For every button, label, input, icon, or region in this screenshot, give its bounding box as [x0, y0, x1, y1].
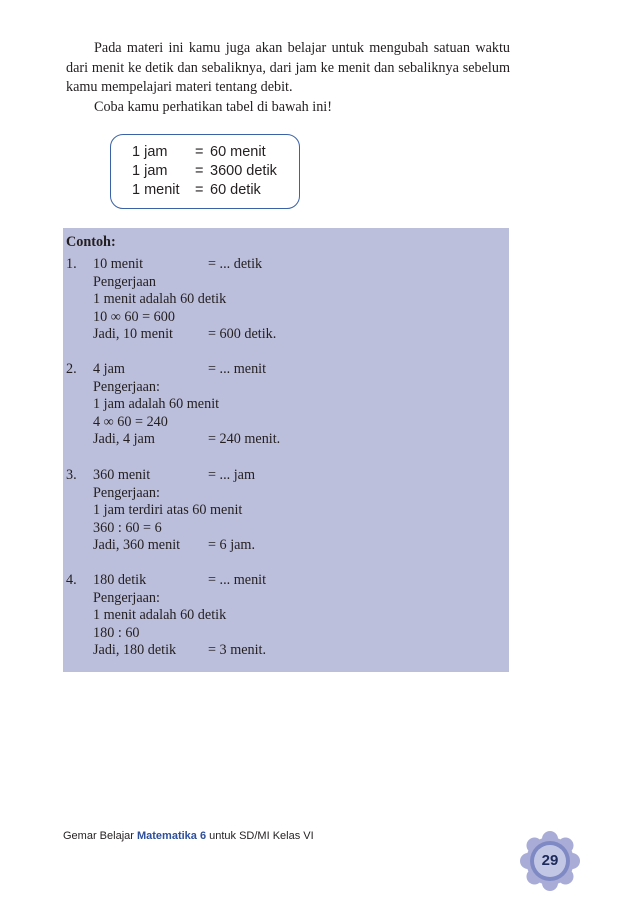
- footer-prefix: Gemar Belajar: [63, 830, 137, 842]
- item-answer-result: = 3 menit.: [208, 642, 267, 658]
- item-work-label: Pengerjaan: [93, 273, 157, 290]
- item-answer-result: = 6 jam.: [208, 537, 256, 553]
- item-number: 4.: [66, 572, 77, 588]
- conversion-value: 60 detik: [210, 182, 261, 198]
- conversion-value: 3600 detik: [210, 163, 277, 179]
- footer-brand: Matematika 6: [136, 830, 207, 842]
- item-question: 10 menit: [93, 256, 144, 272]
- item-answer: Jadi, 4 jam: [93, 431, 155, 447]
- conversion-unit: 1 menit: [132, 182, 180, 198]
- conversion-table: [110, 134, 300, 209]
- item-question: 180 detik: [93, 572, 147, 588]
- item-step: 1 menit adalah 60 detik: [93, 291, 227, 307]
- item-question-result: = ... detik: [208, 256, 263, 272]
- item-answer-result: = 240 menit.: [208, 431, 281, 447]
- conversion-equals: =: [195, 144, 204, 160]
- conversion-value: 60 menit: [210, 144, 266, 160]
- item-work-label: Pengerjaan:: [93, 484, 160, 501]
- item-question: 4 jam: [93, 361, 125, 377]
- item-step: 4 ∞ 60 = 240: [93, 413, 168, 430]
- item-answer: Jadi, 180 detik: [93, 642, 177, 658]
- conversion-unit: 1 jam: [132, 163, 168, 179]
- item-answer: Jadi, 360 menit: [93, 537, 181, 553]
- item-step: 360 : 60 = 6: [93, 519, 162, 536]
- conversion-equals: =: [195, 182, 204, 198]
- page-number: 29: [541, 852, 559, 869]
- page-number-badge: [518, 830, 582, 892]
- item-number: 2.: [66, 361, 77, 377]
- item-step: 1 jam adalah 60 menit: [93, 396, 220, 412]
- intro-text: [66, 39, 510, 117]
- intro-instruction: Coba kamu perhatikan tabel di bawah ini!: [94, 98, 332, 115]
- item-number: 3.: [66, 467, 77, 483]
- item-work-label: Pengerjaan:: [93, 378, 160, 395]
- item-number: 1.: [66, 256, 77, 272]
- example-title: Contoh:: [66, 234, 116, 250]
- footer-suffix: untuk SD/MI Kelas VI: [206, 830, 314, 842]
- item-answer-result: = 600 detik.: [208, 326, 277, 342]
- item-question-result: = ... jam: [208, 467, 256, 483]
- item-question-result: = ... menit: [208, 361, 267, 377]
- example-box: [63, 228, 509, 672]
- item-question: 360 menit: [93, 467, 151, 483]
- item-question-result: = ... menit: [208, 572, 267, 588]
- conversion-equals: =: [195, 163, 204, 179]
- item-step: 180 : 60: [93, 624, 140, 641]
- item-step: 1 menit adalah 60 detik: [93, 607, 227, 623]
- page-footer: [63, 830, 314, 842]
- item-step: 1 jam terdiri atas 60 menit: [93, 502, 243, 518]
- intro-paragraph: Pada materi ini kamu juga akan belajar untuk mengubah satuan waktu dari menit ke detik dan sebaliknya, dari jam ke menit dan sebaliknya sebelum kamu mempelajari materi tentang debit.: [66, 40, 510, 95]
- item-work-label: Pengerjaan:: [93, 589, 160, 606]
- conversion-unit: 1 jam: [132, 144, 168, 160]
- item-answer: Jadi, 10 menit: [93, 326, 173, 342]
- item-step: 10 ∞ 60 = 600: [93, 308, 175, 325]
